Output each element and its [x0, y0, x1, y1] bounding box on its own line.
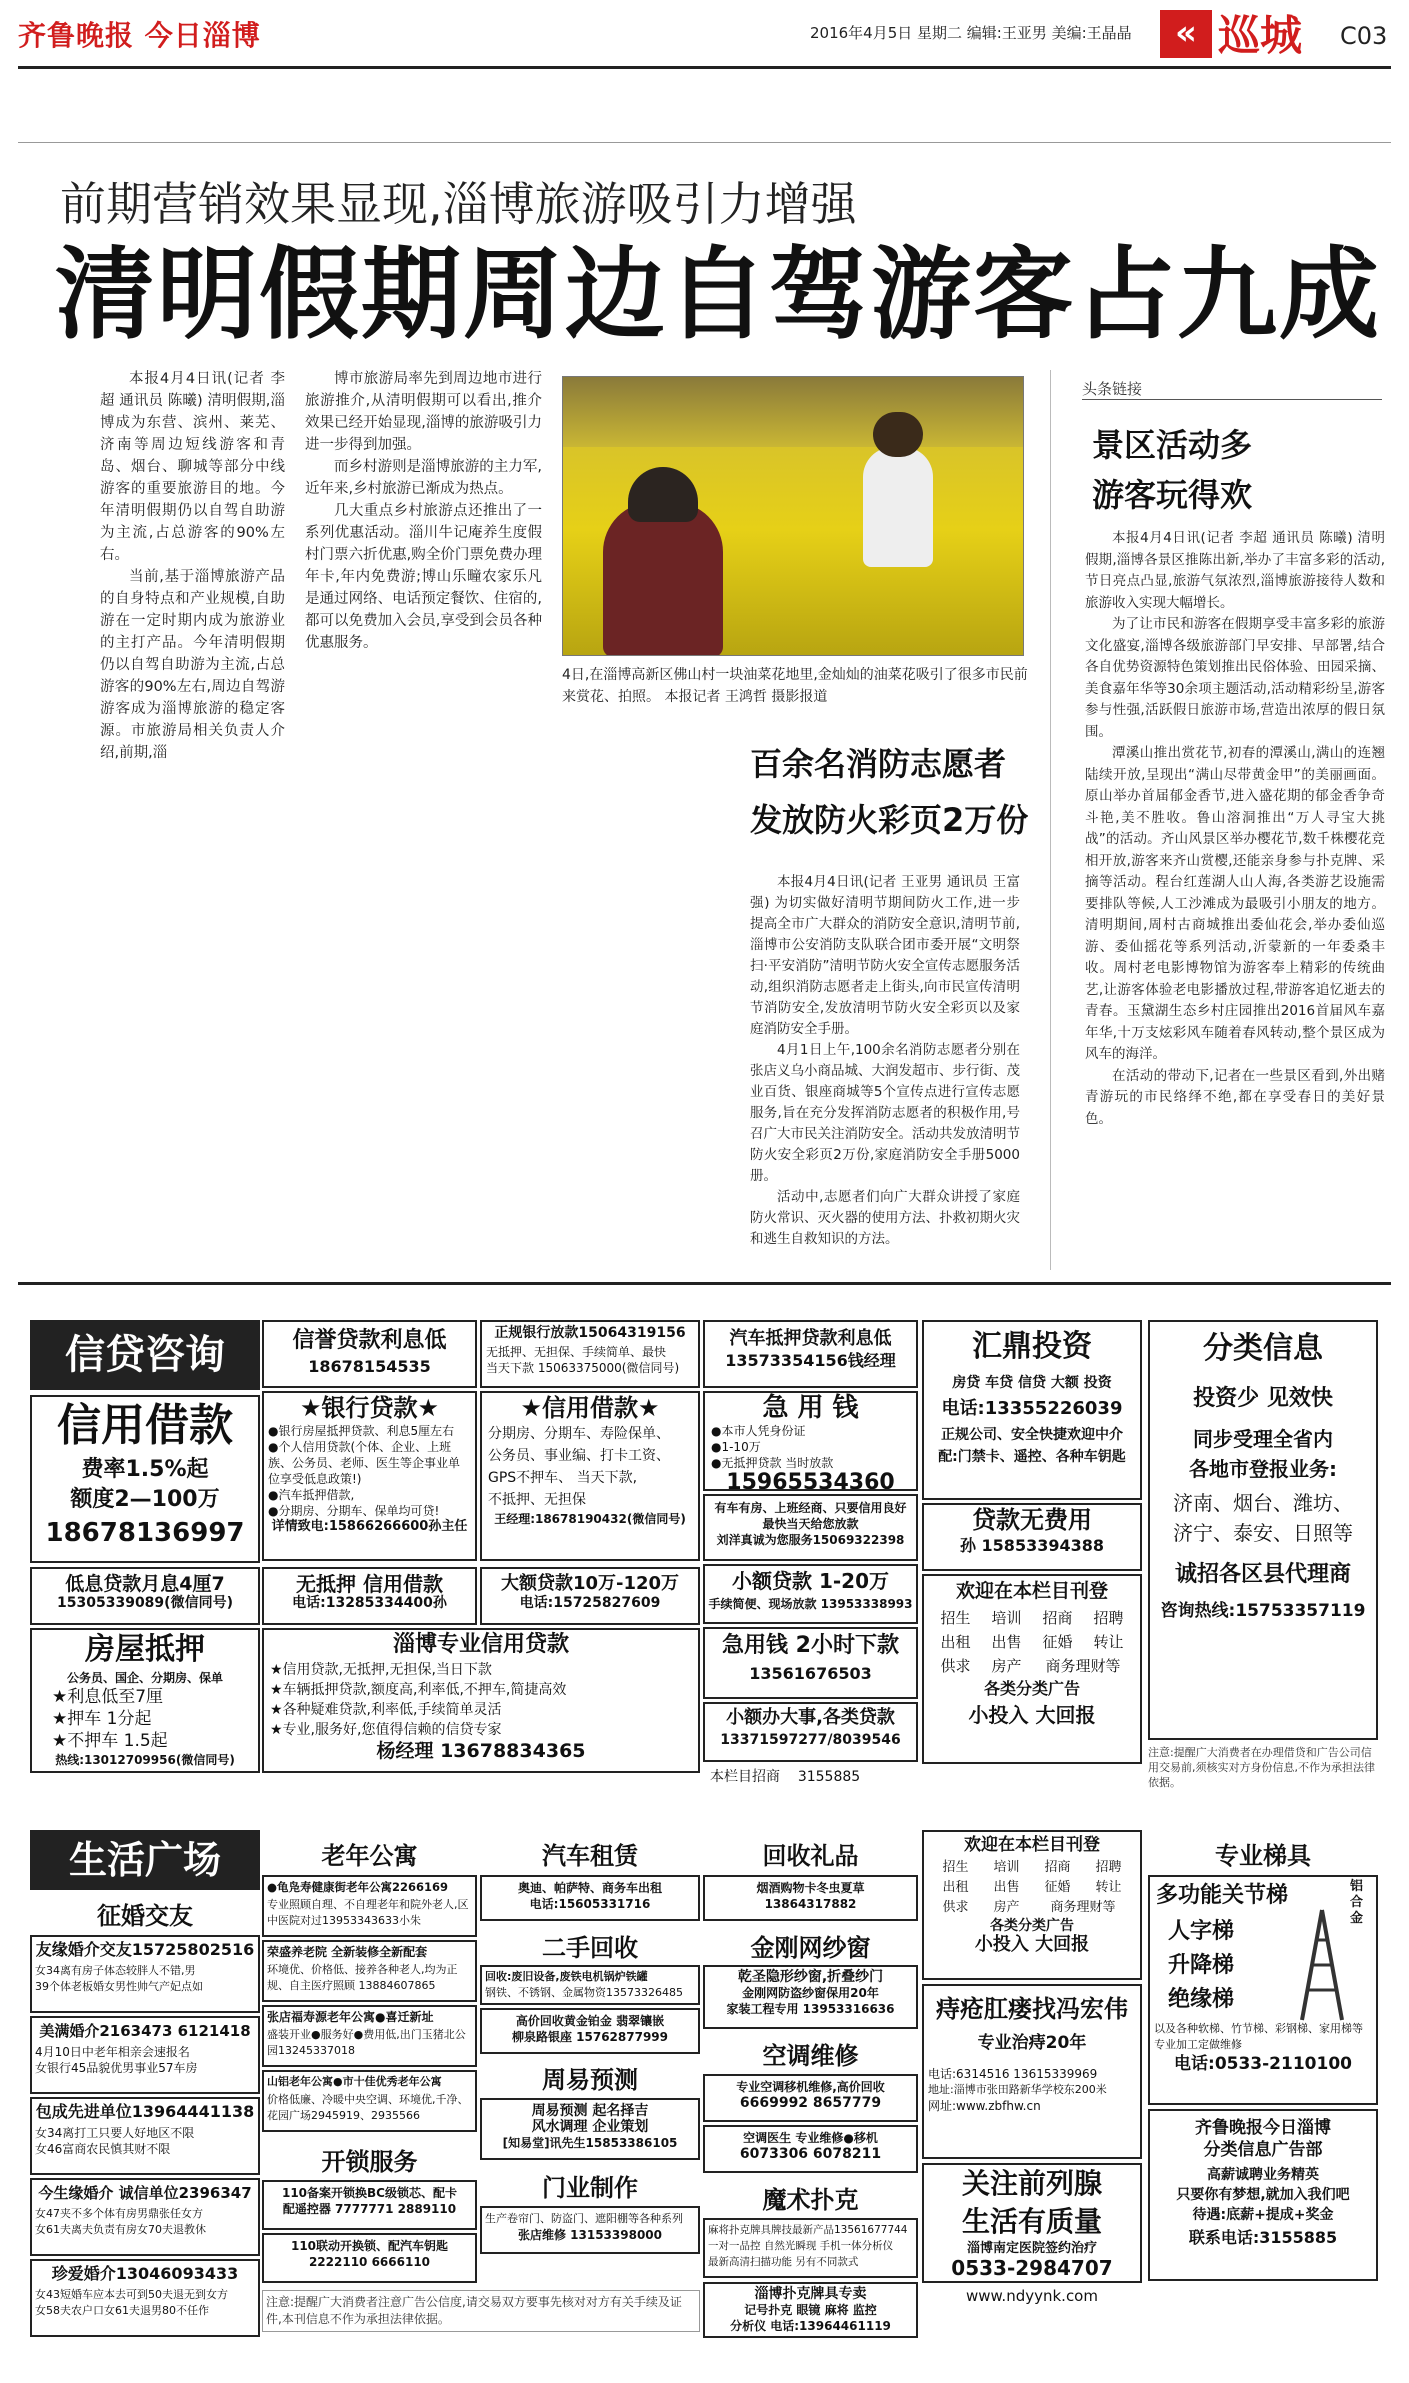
ad-ershou-1: 回收:废旧设备,废铁电机锅炉铁罐 钢铁、不锈钢、金属物资13573326485 — [480, 1965, 700, 2005]
article-headline: 清明假期周边自驾游客占九成 — [55, 236, 1381, 353]
ad-laonian-3: 张店福寿源老年公寓●喜迁新址 盛装开业●服务好●费用低,出门玉猪北公园13245337018 — [262, 2005, 477, 2067]
section-arrow-icon: « — [1160, 10, 1212, 58]
ad-youche: 有车有房、上班经商、只要信用良好 最快当天给您放款 刘洋真诚为您服务15069322398 — [703, 1494, 918, 1561]
column-divider — [1050, 370, 1051, 1270]
fire-paragraph: 活动中,志愿者们向广大群众讲授了家庭防火常识、灭火器的使用方法、扑救初期火灾和逃生自救知识的方法。 — [750, 1189, 1020, 1247]
ad-huishou: 烟酒购物卡冬虫夏草 13864317882 — [703, 1875, 918, 1921]
ad-xinyongjk: ★信用借款★ 分期房、分期车、寿险保单、 公务员、事业编、打卡工资、 GPS不押车、 当天下款, 不抵押、无担保 王经理:18678190432(微信同号) — [480, 1391, 700, 1561]
ad-zhenggui: 正规银行放款15064319156 无抵押、无担保、手续简单、最快 当天下款 15063375000(微信同号) — [480, 1320, 700, 1388]
ad-welcome-1: 欢迎在本栏目刊登 招生 培训 招商 招聘 出租 出售 征婚 转让 供求 房产 商务理财等 各类分类广告 小投入 大回报 — [922, 1574, 1142, 1764]
kaisuo-header: 开锁服务 — [321, 2148, 418, 2176]
article-paragraph: 几大重点乡村旅游点还推出了一系列优惠活动。淄川牛记庵养生度假村门票六折优惠,购全价门票免费办理年卡,年内免费游;博山乐疃农家乐凡是通过网络、电话预定餐饮、住宿的,都可以免费加入会员,享受到会员各种优惠服务。 — [305, 503, 542, 651]
photo-caption: 4日,在淄博高新区佛山村一块油菜花地里,金灿灿的油菜花吸引了很多市民前来赏花、拍照。 本报记者 王鸿哲 摄影报道 — [562, 667, 1028, 705]
sidebar-paragraph: 潭溪山推出赏花节,初春的潭溪山,满山的连翘陆续开放,呈现出“满山尽带黄金甲”的美丽画面。原山举办首届郁金香节,进入盛花期的郁金香争奇斗艳,美不胜收。鲁山溶洞推出“万人寻宝大挑战”的活动。齐山风景区举办樱花节,数千株樱花竞相开放,游客来齐山赏樱,还能亲身参与扑克牌、采摘等活动。程台红莲湖人山人海,各类游艺设施需要排队等候,人工沙滩成为最吸引小朋友的地方。清明期间,周村古商城推出委仙花会,举办委仙巡游、委仙摇花等系列活动,沂蒙新的一年委桑丰收。周村老电影博物馆为游客奉上精彩的传统曲艺,让游客体验老电影播放过程,带游客追忆逝去的青春。玉黛湖生态乡村庄园推出2016首届风车嘉年华,十万支炫彩风车随着春风转动,整个景区成为风车的海洋。 — [1085, 745, 1385, 1062]
ads-separator — [18, 1282, 1391, 1285]
ad-zibo-puke: 淄博扑克牌具专卖 记号扑克 眼镜 麻将 监控 分析仪 电话:13964461119 — [703, 2282, 918, 2338]
rapeseed-field-photo — [562, 376, 1024, 656]
tizi-side: 铝合金 — [1350, 1879, 1364, 1926]
menye-header: 门业制作 — [542, 2174, 638, 2202]
jingang-header: 金刚网纱窗 — [750, 1934, 871, 1962]
sidebar-tag: 头条链接 — [1082, 378, 1382, 400]
ladder-icon — [1292, 1905, 1352, 2025]
shenghuo-header: 生活广场 — [30, 1830, 260, 1890]
masthead-brand: 齐鲁晚报 今日淄博 — [18, 19, 261, 52]
article-paragraph: 博市旅游局率先到周边地市进行旅游推介,从清明假期可以看出,推介效果已经开始显现,淄博的旅游吸引力进一步得到加强。 — [305, 371, 542, 453]
sidebar-paragraph: 在活动的带动下,记者在一些景区看到,外出赌青游玩的市民络绎不绝,都在享受春日的美好景色。 — [1085, 1067, 1385, 1127]
moshu-header: 魔术扑克 — [762, 2186, 859, 2214]
zhouyi-header: 周易预测 — [542, 2066, 638, 2094]
ad-tizi: 多功能关节梯 人字梯 升降梯 绝缘梯 铝合金 以及各种软梯、竹节梯、彩钢梯、家用梯等专业加工定做维修 电话:0533-2110100 — [1148, 1875, 1378, 2105]
ad-laonian-2: 荣盛养老院 全新装修全新配套 环境优、价格低、接养各种老人,均为正规、自主医疗照顾 13884607865 — [262, 1940, 477, 2002]
ad-kaisuo-2: 110联动开换锁、配汽车钥匙 2222110 6666110 — [262, 2233, 477, 2283]
ad-hunyin-2: 美满婚介2163473 6121418 4月10日中老年相亲会速报名 女银行45品貌优男事业57车房 — [30, 2016, 260, 2094]
ad-kongtiao-1: 专业空调移机维修,高价回收 6669992 8657779 — [703, 2074, 918, 2122]
ad-kaisuo-1: 110备案开锁换BC级锁芯、配卡 配遥控器 7777771 2889110 — [262, 2180, 477, 2230]
ad-fangwu: 房屋抵押 公务员、国企、分期房、保单 ★利息低至7厘 ★押车 1分起 ★不押车 1.5起 热线:13012709956(微信同号) — [30, 1628, 260, 1773]
article-paragraph: 本报4月4日讯(记者 李超 通讯员 陈曦) 清明假期,淄博成为东营、滨州、莱芜、济南等周边短线游客和青岛、烟台、聊城等部分中线游客的重要旅游目的地。今年清明假期仍以自驾自助游为主流,占总游客的90%左右。 — [100, 371, 285, 563]
masthead-rule — [18, 66, 1391, 69]
xindai-header: 信贷咨询 — [30, 1320, 260, 1390]
ad-jiyong: 急 用 钱 ●本市人凭身份证 ●1-10万 ●无抵押贷款 当时放款 15965534360 — [703, 1391, 918, 1491]
qianlie-web: www.ndyynk.com — [966, 2287, 1098, 2305]
ad-jiyong-2: 急用钱 2小时下款 13561676503 — [703, 1627, 918, 1699]
sidebar-paragraph: 为了让市民和游客在假期享受丰富多彩的旅游文化盛宴,淄博各级旅游部门早安排、早部署,结合各自优势资源特色策划推出民俗体验、田园采摘、美食嘉年华等30余项主题活动,活动精彩纷呈,游客参与性强,活跃假日旅游市场,营造出浓厚的假日氛围。 — [1085, 616, 1385, 740]
ad-hunyin-3: 包成先进单位13964441138 女34离打工只要人好地区不限 女46富商农民慎其财不限 — [30, 2097, 260, 2175]
fire-paragraph: 4月1日上午,100余名消防志愿者分别在张店义乌小商品城、大润发超市、步行街、茂业百货、银座商城等5个宣传点进行宣传志愿服务,旨在充分发挥消防志愿者的积极作用,号召广大市民关注消防安全。活动共发放清明节防火安全彩页2万份,家庭消防安全手册5000册。 — [750, 1042, 1020, 1184]
ad-zhichuang: 痔疮肛瘘找冯宏伟 专业治痔20年 电话:6314516 13615339969 地址:淄博市张田路新华学校东200米 网址:www.zbfhw.cn — [922, 1984, 1142, 2159]
ad-zhouyi: 周易预测 起名择吉 风水调理 企业策划 [知易堂]讯先生15853386105 — [480, 2098, 700, 2160]
masthead-rule-2 — [18, 142, 1391, 143]
ad-xiaoe: 小额贷款 1-20万 手续简便、现场放款 13953338993 — [703, 1564, 918, 1624]
ad-laonian-1: ●龟凫寿健康街老年公寓2266169 专业照顾自理、不自理老年和院外老人,区中医院对过13953343633小朱 — [262, 1875, 477, 1937]
tizi-header: 专业梯具 — [1215, 1842, 1311, 1870]
ad-qilu: 齐鲁晚报今日淄博 分类信息广告部 高薪诚聘业务精英 只要你有梦想,就加入我们吧 待遇:底薪+提成+奖金 联系电话:3155885 — [1148, 2109, 1378, 2281]
ad-ershou-2: 高价回收黄金铂金 翡翠镶嵌 柳泉路银座 15762877999 — [480, 2008, 700, 2054]
ad-qiche-diya: 汽车抵押贷款利息低 13573354156钱经理 — [703, 1320, 918, 1388]
ad-hunyin-5: 珍爱婚介13046093433 女43短婚车应本去可到50夫退无到女方 女58夫农户口女61夫退男80不任作 — [30, 2259, 260, 2337]
fire-article-title — [750, 736, 1028, 848]
fire-paragraph: 本报4月4日讯(记者 王亚男 通讯员 王富强) 为切实做好清明节期间防火工作,进一步提高全市广大群众的消防安全意识,清明节前,淄博市公安消防支队联合团市委开展“文明祭扫·平安消防”清明节防火安全宣传志愿服务活动,组织消防志愿者走上街头,向市民宣传清明节消防安全,发放清明节防火安全彩页以及家庭消防安全手册。 — [750, 874, 1020, 1037]
notice-1: 注意:提醒广大消费者在办理借贷和广告公司信用交易前,须核实对方身份信息,不作为承担法律依据。 — [1148, 1746, 1375, 1789]
fire-article-body — [750, 872, 1020, 1250]
ad-qiche-zu: 奥迪、帕萨特、商务车出租 电话:15605331716 — [480, 1875, 700, 1921]
sidebar-body — [1085, 528, 1385, 1130]
ad-fenlei: 分类信息 投资少 见效快 同步受理全省内 各地市登报业务: 济南、烟台、潍坊、济宁、泰安、日照等 诚招各区县代理商 咨询热线:15753357119 — [1148, 1320, 1378, 1740]
ad-yinhang: ★银行贷款★ ●银行房屋抵押贷款、利息5厘左右 ●个人信用贷款(个体、企业、上班族、公务员、老师、医生等企事业单位享受低息政策!) ●汽车抵押借款, ●分期房、分期车、保单均可贷! 详情致电:15866266600孙主任 — [262, 1391, 477, 1561]
ad-laonian-4: 山铝老年公寓●市十佳优秀老年公寓 价格低廉、冷暖中央空调、环境优,千净、花园广场2945919、2935566 — [262, 2070, 477, 2132]
ad-huiding: 汇鼎投资 房贷 车贷 信贷 大额 投资 电话:13355226039 正规公司、安全快捷欢迎中介 配:门禁卡、遥控、各种车钥匙 — [922, 1320, 1142, 1500]
notice-2: 注意:提醒广大消费者注意广告公信度,请交易双方要事先核对对方有关手续及证件,本刊信息不作为承担法律依据。 — [262, 2290, 700, 2332]
sidebar-title-line-1: 景区活动多 — [1092, 426, 1253, 464]
section-title: 巡城 — [1218, 11, 1303, 60]
ad-xiaoeban: 小额办大事,各类贷款 13371597277/8039546 — [703, 1702, 918, 1762]
zhenghun-label: 征婚交友 — [97, 1902, 193, 1930]
ad-kongtiao-2: 空调医生 专业维修●移机 6073306 6078211 — [703, 2125, 918, 2173]
ad-jingang: 乾圣隐形纱窗,折叠纱门 金刚网防盗纱窗保用20年 家装工程专用 13953316636 — [703, 1965, 918, 2029]
article-column-1 — [100, 368, 285, 764]
ad-dae: 大额贷款10万-120万 电话:15725827609 — [480, 1567, 700, 1625]
ad-xinyong: 信用借款 费率1.5%起 额度2—100万 18678136997 — [30, 1395, 260, 1563]
ad-qianlie: 关注前列腺 生活有质量 淄博南定医院签约治疗 0533-2984707 — [922, 2163, 1142, 2283]
ad-hunyin-1: 友缘婚介交友15725802516 女34离有房子体态较胖人不错,男 39个体老板婚女男性帅气产妃点如 — [30, 1935, 260, 2013]
article-paragraph: 而乡村游则是淄博旅游的主力军,近年来,乡村旅游已渐成为热点。 — [305, 459, 542, 497]
fire-title-line-2: 发放防火彩页2万份 — [750, 801, 1029, 839]
ad-welcome-2: 欢迎在本栏目刊登 招生 培训 招商 招聘 出租 出售 征婚 转让 供求 房产 商务理财等 各类分类广告 小投入 大回报 — [922, 1830, 1142, 1980]
ad-wudaiya: 贷款无费用 孙 15853394388 — [922, 1503, 1142, 1571]
ad-wudiya: 无抵押 信用借款 电话:13285334400孙 — [262, 1567, 477, 1625]
qiche-zu-header: 汽车租赁 — [542, 1842, 638, 1870]
article-paragraph: 当前,基于淄博旅游产品的自身特点和产业规模,自助游在一定时期内成为旅游业的主打产品。今年清明假期仍以自驾自助游为主流,占总游客的90%左右,周边自驾游游客成为淄博旅游的稳定客源。市旅游局相关负责人介绍,前期,淄 — [100, 569, 285, 761]
ad-xinyu: 信誉贷款利息低 18678154535 — [262, 1320, 477, 1388]
masthead-info: 2016年4月5日 星期二 编辑:王亚男 美编:王晶晶 — [810, 24, 1132, 42]
article-column-2 — [305, 368, 542, 654]
page-number: C03 — [1340, 22, 1388, 50]
fire-title-line-1: 百余名消防志愿者 — [750, 745, 1007, 783]
sidebar-title — [1092, 420, 1252, 520]
ad-zhaoshang: 本栏目招商 3155885 — [710, 1769, 861, 1785]
kongtiao-header: 空调维修 — [762, 2042, 859, 2070]
ad-dixi: 低息贷款月息4厘7 15305339089(微信同号) — [30, 1567, 260, 1625]
ad-menye: 生产卷帘门、防盗门、遮阳棚等各种系列 张店维修 13153398000 — [480, 2206, 700, 2254]
ershou-header: 二手回收 — [542, 1934, 638, 1962]
article-subhead: 前期营销效果显现,淄博旅游吸引力增强 — [60, 177, 857, 231]
sidebar-paragraph: 本报4月4日讯(记者 李超 通讯员 陈曦) 清明假期,淄博各景区推陈出新,举办了丰富多彩的活动,节日亮点凸显,旅游气氛浓烈,淄博旅游接待人数和旅游收入实现大幅增长。 — [1085, 530, 1385, 611]
sidebar-title-line-2: 游客玩得欢 — [1092, 476, 1253, 514]
ad-moshu: 麻将扑克牌具牌技最新产品13561677744 一对一品控 自然光瞬现 手机一体分析仪 最新高清扫描功能 另有不同款式 — [703, 2218, 918, 2278]
huishou-header: 回收礼品 — [762, 1842, 859, 1870]
ad-hunyin-4: 今生缘婚介 诚信单位2396347 女47夹不多个体有房男鼎张任女方 女61夫离夫负责有房女70夫退教休 — [30, 2178, 260, 2256]
laonian-header: 老年公寓 — [321, 1842, 418, 1870]
ad-zibo-xinyong: 淄博专业信用贷款 ★信用贷款,无抵押,无担保,当日下款 ★车辆抵押贷款,额度高,利率低,不押车,简捷高效 ★各种疑难贷款,利率低,手续简单灵活 ★专业,服务好,您值得信赖的信贷专家 杨经理 13678834365 — [262, 1628, 700, 1773]
